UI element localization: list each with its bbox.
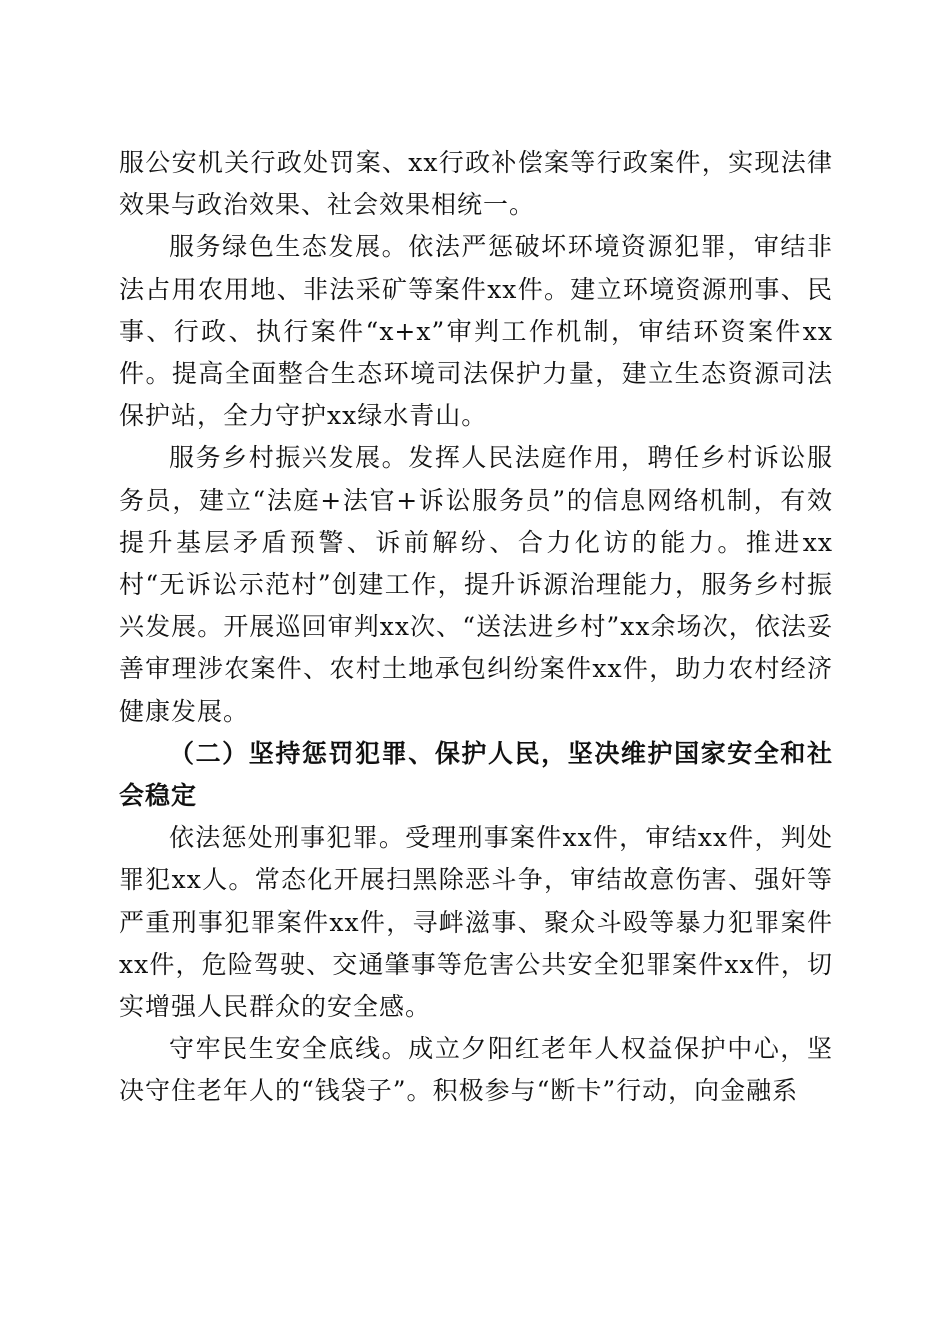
section-heading-2: （二）坚持惩罚犯罪、保护人民，坚决维护国家安全和社会稳定	[119, 738, 833, 811]
paragraph-criminal-punishment: 依法惩处刑事犯罪。受理刑事案件xx件，审结xx件，判处罪犯xx人。常态化开展扫黑除恶斗争，审结故意伤害、强奸等严重刑事犯罪案件xx件，寻衅滋事、聚众斗殴等暴力犯罪案件xx件，危险驾驶、交通肇事等危害公共安全犯罪案件xx件，切实增强人民群众的安全感。	[119, 823, 833, 1022]
paragraph-rural-revitalization: 服务乡村振兴发展。发挥人民法庭作用，聘任乡村诉讼服务员，建立“法庭+法官+诉讼服务员”的信息网络机制，有效提升基层矛盾预警、诉前解纷、合力化访的能力。推进xx村“无诉讼示范村”创建工作，提升诉源治理能力，服务乡村振兴发展。开展巡回审判xx次、“送法进乡村”xx余场次，依法妥善审理涉农案件、农村土地承包纠纷案件xx件，助力农村经济健康发展。	[119, 443, 833, 726]
paragraph-green-ecology: 服务绿色生态发展。依法严惩破坏环境资源犯罪，审结非法占用农用地、非法采矿等案件xx件。建立环境资源刑事、民事、行政、执行案件“x+x”审判工作机制，审结环资案件xx件。提高全面整合生态环境司法保护力量，建立生态资源司法保护站，全力守护xx绿水青山。	[119, 232, 833, 431]
paragraph-continued-administrative-cases: 服公安机关行政处罚案、xx行政补偿案等行政案件，实现法律效果与政治效果、社会效果相统一。	[119, 148, 833, 220]
paragraph-livelihood-safety: 守牢民生安全底线。成立夕阳红老年人权益保护中心，坚决守住老年人的“钱袋子”。积极参与“断卡”行动，向金融系	[119, 1034, 833, 1106]
document-page	[119, 142, 833, 1113]
